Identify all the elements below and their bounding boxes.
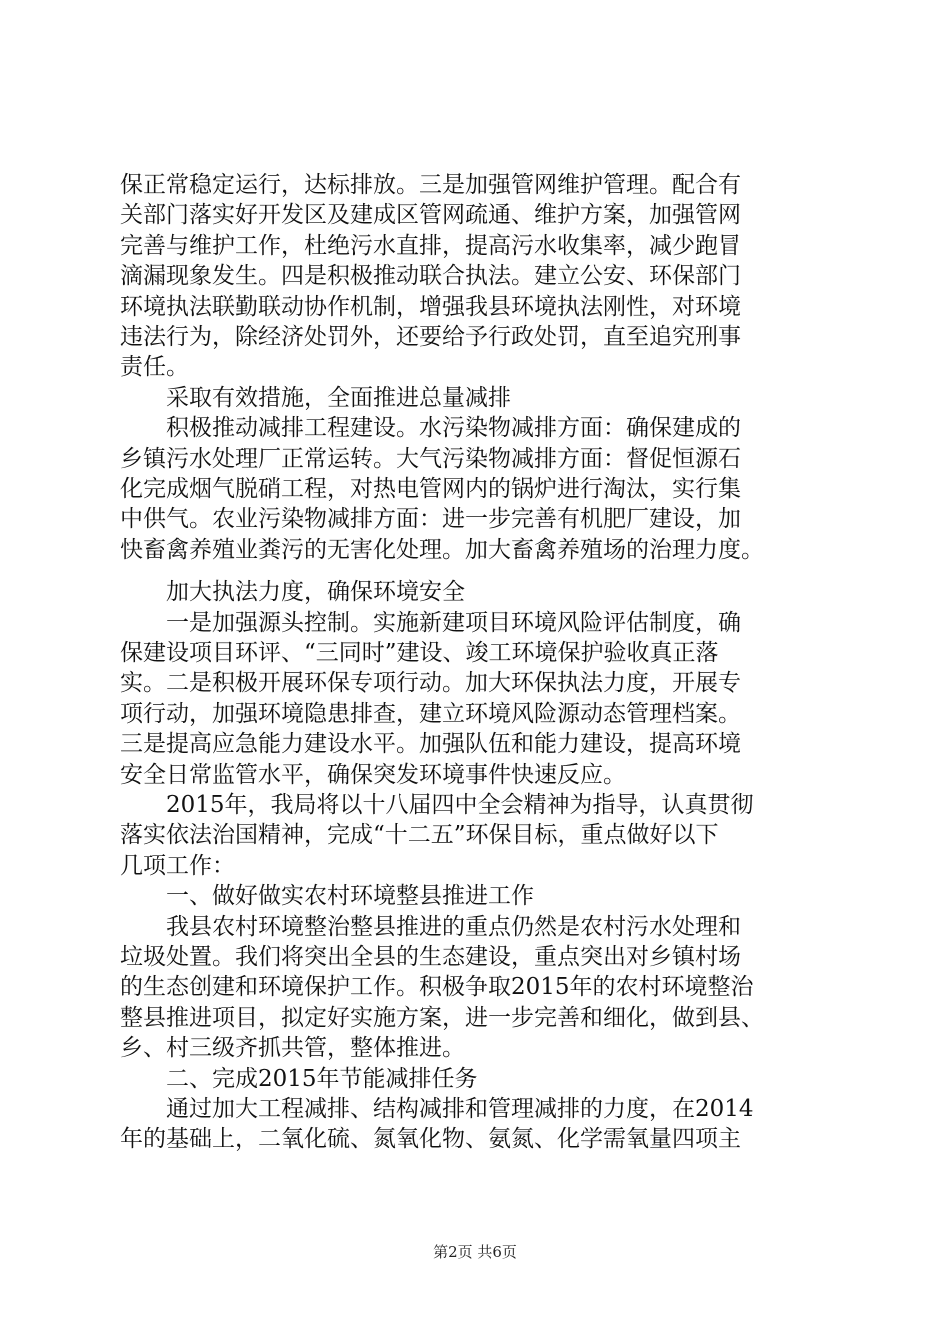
text-line: 我县农村环境整治整县推进的重点仍然是农村污水处理和	[120, 914, 741, 940]
text-line: 几项工作：	[120, 853, 235, 879]
text-line: 中供气。农业污染物减排方面：进一步完善有机肥厂建设，加	[120, 506, 741, 532]
text-line: 落实依法治国精神，完成“十二五”环保目标，重点做好以下	[120, 822, 719, 848]
page-footer: 第2页 共6页	[433, 1243, 517, 1261]
text-line: 违法行为，除经济处罚外，还要给予行政处罚，直至追究刑事	[120, 324, 741, 350]
text-line: 采取有效措施，全面推进总量减排	[120, 385, 511, 411]
text-line: 一是加强源头控制。实施新建项目环境风险评估制度，确	[120, 610, 741, 636]
text-line: 环境执法联勤联动协作机制，增强我县环境执法刚性，对环境	[120, 294, 741, 320]
text-line: 安全日常监管水平，确保突发环境事件快速反应。	[120, 762, 626, 788]
text-line: 三是提高应急能力建设水平。加强队伍和能力建设，提高环境	[120, 731, 741, 757]
text-line: 快畜禽养殖业粪污的无害化处理。加大畜禽养殖场的治理力度。	[120, 537, 764, 563]
text-line: 一、做好做实农村环境整县推进工作	[120, 883, 534, 909]
text-line: 关部门落实好开发区及建成区管网疏通、维护方案，加强管网	[120, 202, 741, 228]
text-line: 的生态创建和环境保护工作。积极争取2015年的农村环境整治	[120, 974, 754, 1000]
text-line: 通过加大工程减排、结构减排和管理减排的力度，在2014	[120, 1096, 754, 1122]
text-line: 滴漏现象发生。四是积极推动联合执法。建立公安、环保部门	[120, 263, 741, 289]
text-line: 年的基础上，二氧化硫、氮氧化物、氨氮、化学需氧量四项主	[120, 1126, 741, 1152]
text-line: 整县推进项目，拟定好实施方案，进一步完善和细化，做到县、	[120, 1005, 764, 1031]
text-line: 保建设项目环评、“三同时”建设、竣工环境保护验收真正落	[120, 640, 719, 666]
text-line: 积极推动减排工程建设。水污染物减排方面：确保建成的	[120, 415, 741, 441]
text-line: 垃圾处置。我们将突出全县的生态建设，重点突出对乡镇村场	[120, 944, 741, 970]
text-line: 乡、村三级齐抓共管，整体推进。	[120, 1035, 465, 1061]
text-line: 责任。	[120, 354, 189, 380]
text-line: 完善与维护工作，杜绝污水直排，提高污水收集率，减少跑冒	[120, 233, 741, 259]
text-line: 加大执法力度，确保环境安全	[120, 579, 465, 605]
text-line: 化完成烟气脱硝工程，对热电管网内的锅炉进行淘汰，实行集	[120, 476, 741, 502]
text-line: 保正常稳定运行，达标排放。三是加强管网维护管理。配合有	[120, 172, 741, 198]
text-line: 实。二是积极开展环保专项行动。加大环保执法力度，开展专	[120, 670, 741, 696]
text-line: 乡镇污水处理厂正常运转。大气污染物减排方面：督促恒源石	[120, 446, 741, 472]
text-line: 二、完成2015年节能减排任务	[120, 1066, 478, 1092]
text-line: 2015年，我局将以十八届四中全会精神为指导，认真贯彻	[120, 792, 754, 818]
text-line: 项行动，加强环境隐患排查，建立环境风险源动态管理档案。	[120, 701, 741, 727]
